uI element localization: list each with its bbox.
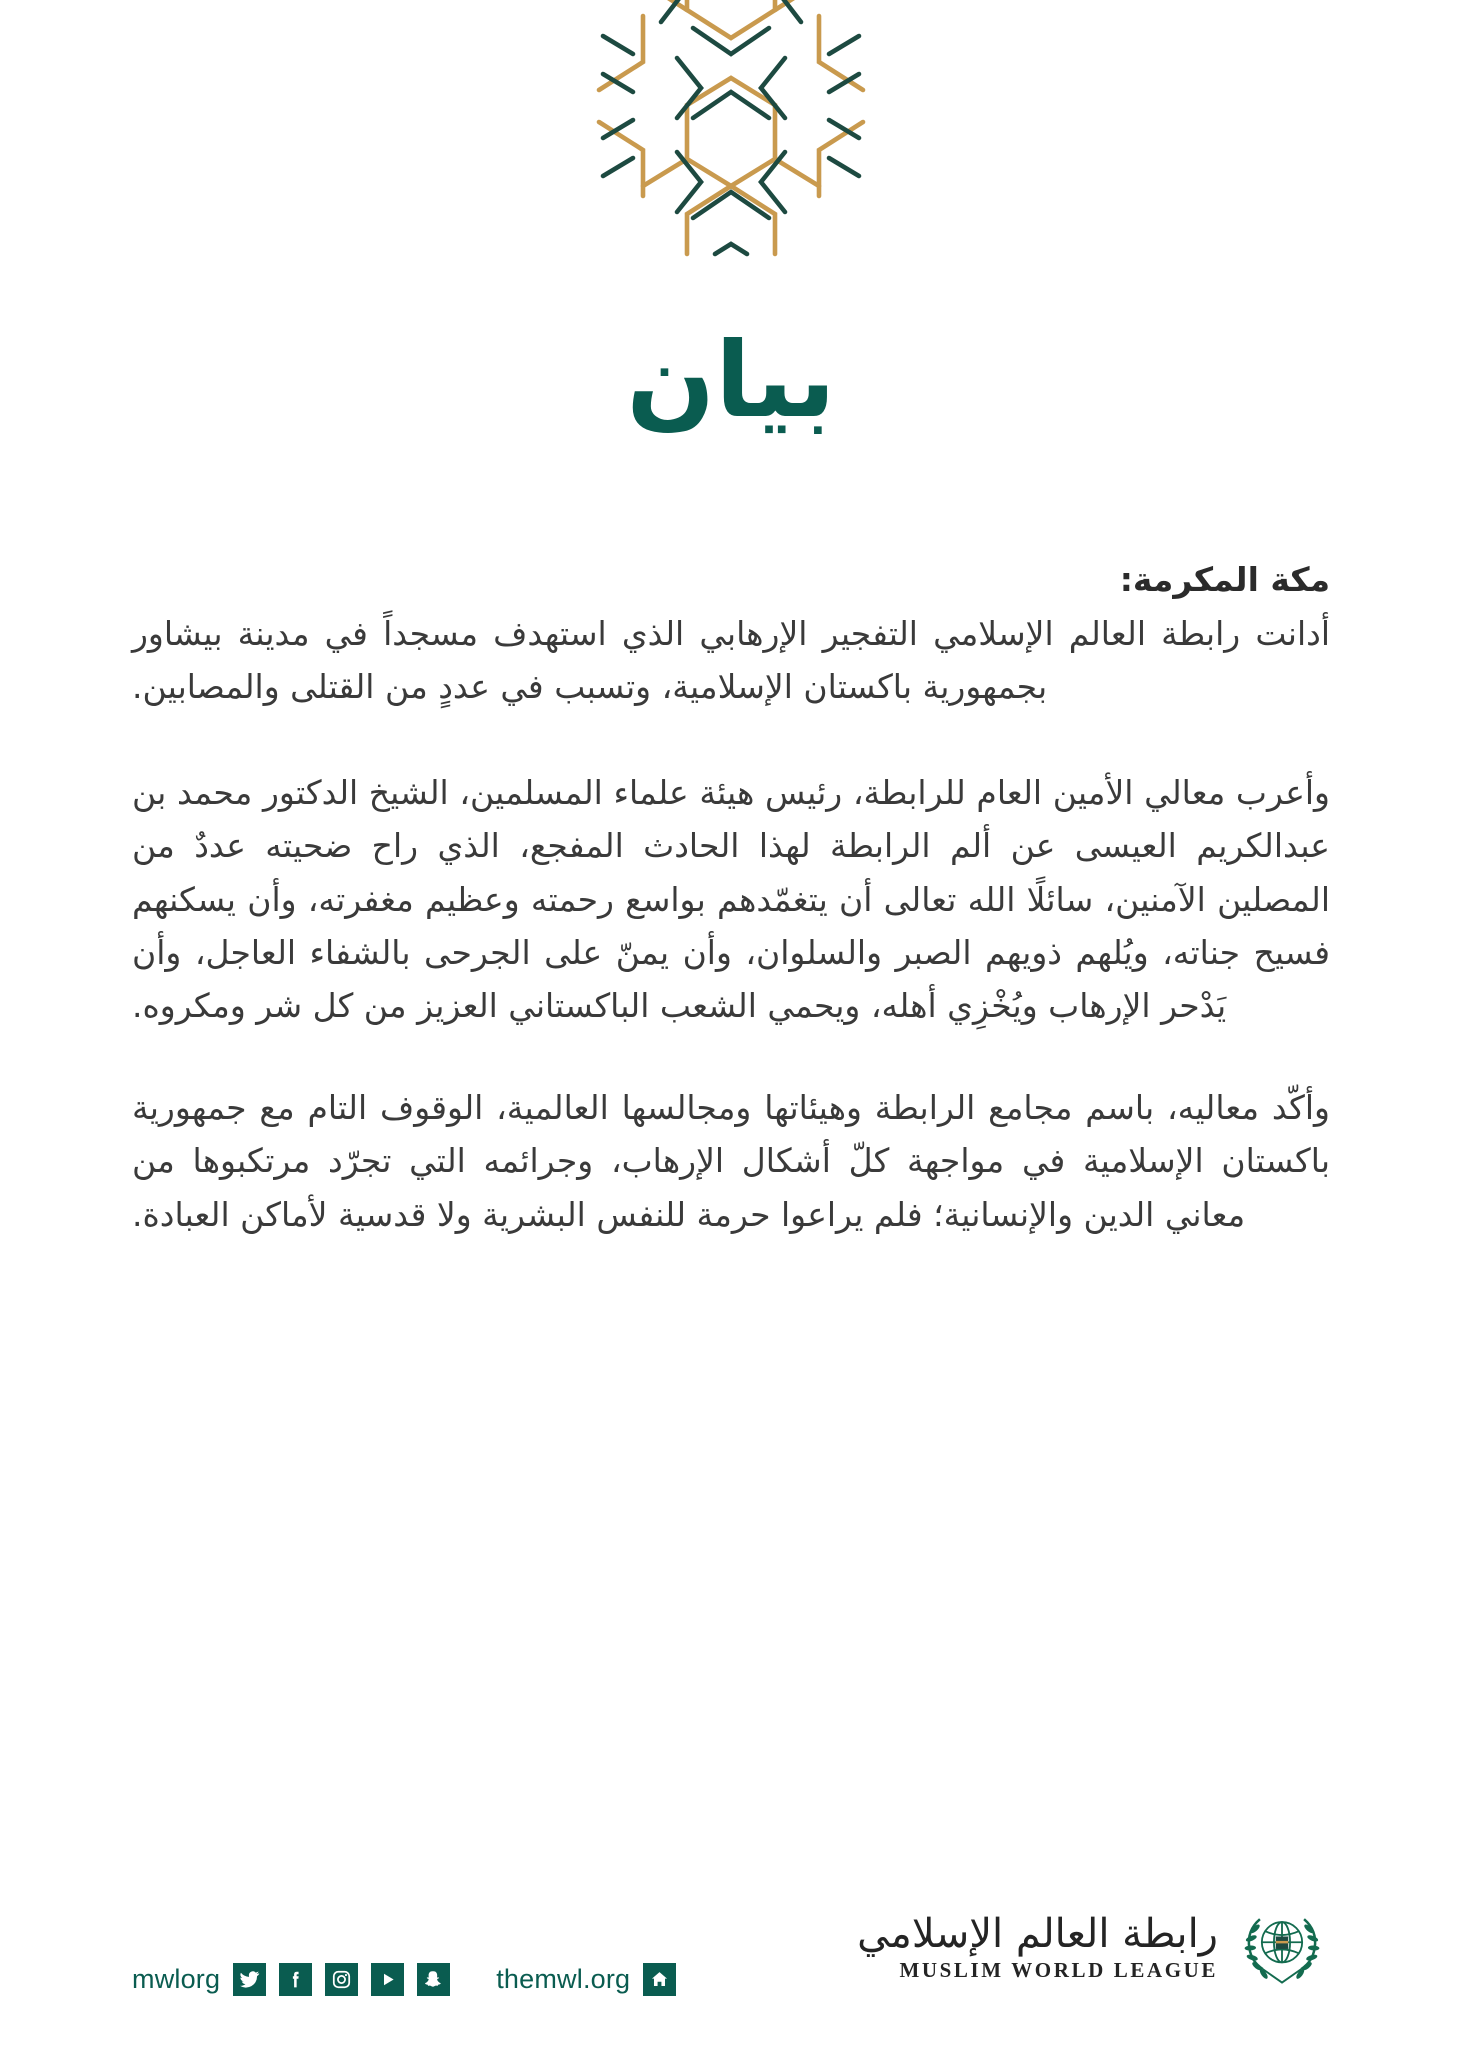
footer-social-area [132,1963,676,1996]
geometric-hexagon-pattern [581,0,881,272]
facebook-icon[interactable] [279,1963,312,1996]
snapchat-icon[interactable] [417,1963,450,1996]
page-title: بيان [626,319,836,441]
mwl-arabic-name: رابطة العالم الإسلامي [857,1910,1218,1957]
mwl-logo-text [857,1910,1218,1983]
social-handle-group [132,1963,450,1996]
paragraph-1: أدانت رابطة العالم الإسلامي التفجير الإرهابي الذي استهدف مسجداً في مدينة بيشاور بجمهورية باكستان الإسلامية، وتسبب في عددٍ من القتلى والمصابين. [132,613,1330,707]
youtube-icon[interactable] [371,1963,404,1996]
paragraph-2: وأعرب معالي الأمين العام للرابطة، رئيس هيئة علماء المسلمين، الشيخ الدكتور محمد بن عبدالكريم العيسى عن ألم الرابطة لهذا الحادث المفجع، الذي راح ضحيته عددٌ من المصلين الآمنين، سائلًا الله تعالى أن يتغمّدهم بواسع رحمته وعظيم مغفرته، وأن يسكنهم فسيح جناته، ويُلهم ذويهم الصبر والسلوان، وأن يمنّ على الجرحى بالشفاء العاجل، وأن يَدْحر الإرهاب ويُخْزِي أهله، ويحمي الشعب الباكستاني العزيز من كل شر ومكروه. [132,772,1330,1026]
home-icon[interactable] [643,1963,676,1996]
globe-wreath-emblem [1234,1900,1330,1996]
title-block [0,278,1462,445]
website-group [496,1963,676,1996]
social-handle: mwlorg [132,1964,221,1994]
twitter-icon[interactable] [233,1963,266,1996]
mwl-english-name: MUSLIM WORLD LEAGUE [899,1957,1218,1982]
header-ornament [0,0,1462,278]
paragraph-3: وأكّد معاليه، باسم مجامع الرابطة وهيئاتها ومجالسها العالمية، الوقوف التام مع جمهورية باكستان الإسلامية في مواجهة كلّ أشكال الإرهاب، وجرائمه التي تجرّد مرتكبوها من معاني الدين والإنسانية؛ فلم يراعوا حرمة للنفس البشرية ولا قدسية لأماكن العبادة. [132,1087,1330,1234]
instagram-icon[interactable] [325,1963,358,1996]
dateline: مكة المكرمة: [1119,560,1330,600]
website-url: themwl.org [496,1964,631,1994]
mwl-logo [857,1900,1330,1996]
footer [0,1858,1462,2048]
statement-body [0,445,1462,1858]
